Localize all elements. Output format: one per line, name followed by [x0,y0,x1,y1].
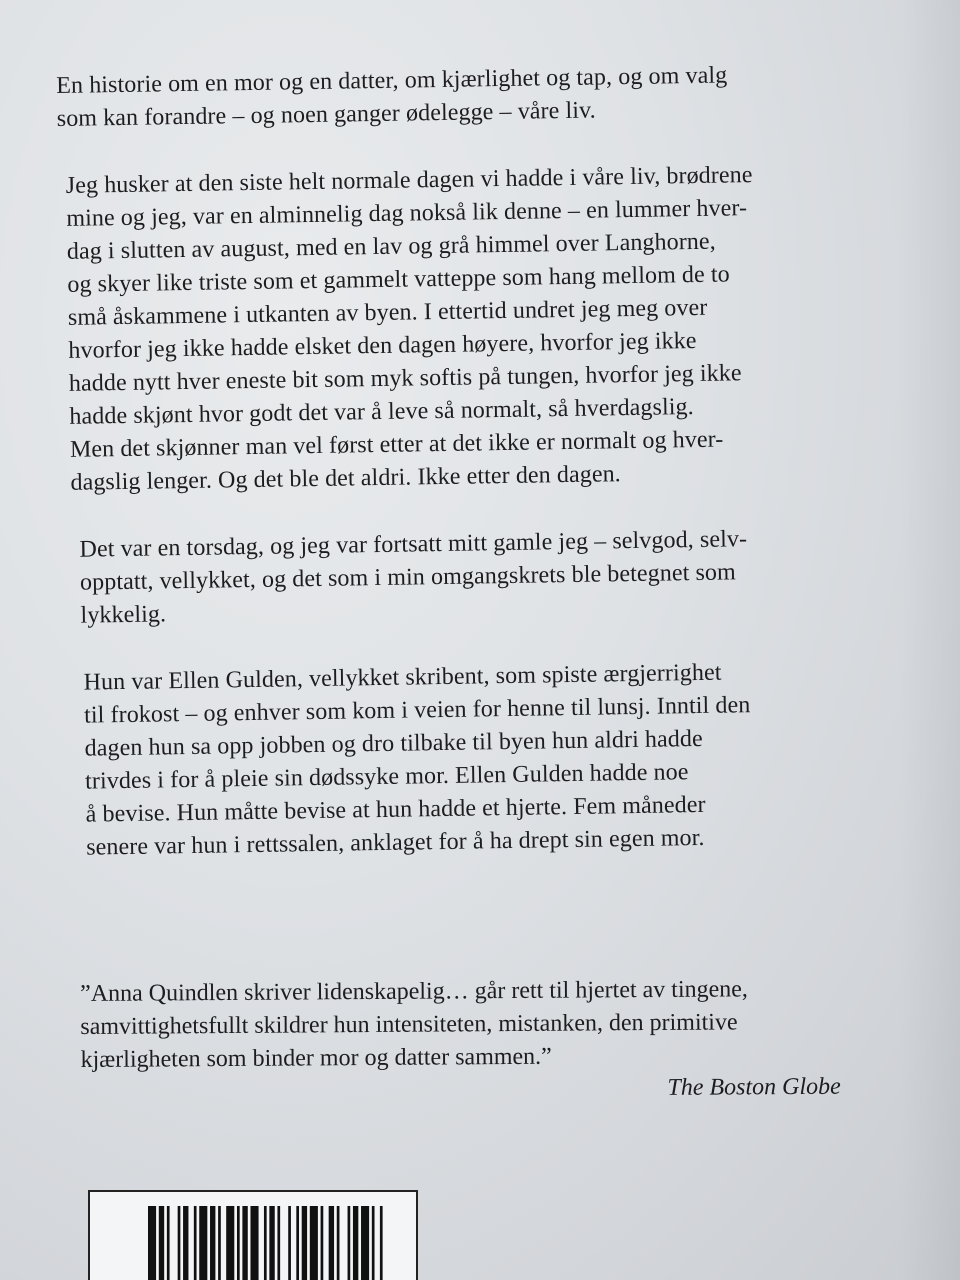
barcode-bar [210,1206,215,1280]
text-line: trivdes i for å pleie sin dødssyke mor. Ellen Gulden hadde noe [84,759,689,795]
barcode-bar [296,1206,299,1280]
text-line: å bevise. Hun måtte bevise at hun hadde et hjerte. Fem måneder [85,791,706,828]
text-line: hvorfor jeg ikke hadde elsket den dagen høyere, hvorfor jeg ikke [68,327,697,364]
text-line: små åskammene i utkanten av byen. I ettertid undret jeg meg over [67,294,708,331]
text-line: Hun var Ellen Gulden, vellykket skribent, som spiste ærgjerrighet [83,659,722,696]
barcode-bar [321,1206,324,1280]
text-line: og skyer like triste som et gammelt vatteppe som hang mellom de to [67,261,730,298]
barcode-bar [269,1206,274,1280]
barcode-bar [277,1206,280,1280]
text-line: En historie om en mor og en datter, om kjærlighet og tap, og om valg [56,62,728,99]
barcode-bar [329,1206,334,1280]
barcode-bar [380,1206,383,1280]
text-line: Men det skjønner man vel først etter at det ikke er normalt og hver- [69,426,724,463]
barcode-bar [242,1206,247,1280]
barcode-bar [159,1206,164,1280]
barcode-bar [348,1206,351,1280]
text-line: hadde skjønt hvor godt det var å leve så normalt, så hverdagslig. [69,394,694,430]
barcode-bar [353,1206,358,1280]
barcode-bar [302,1206,307,1280]
quote-text [80,972,881,1077]
barcode-bar [361,1206,369,1280]
text-line: Det var en torsdag, og jeg var fortsatt mitt gamle jeg – selvgod, selv- [79,526,748,563]
barcode-bar [310,1206,318,1280]
barcode-bar [337,1206,340,1280]
barcode-bar [148,1206,156,1280]
barcode-bar [372,1206,375,1280]
quote-line: kjærligheten som binder mor og datter sammen.” [80,1043,552,1073]
blurb-paragraph-3 [79,521,864,632]
cover-edge-shadow [900,0,960,1280]
barcode-bar [183,1206,188,1280]
barcode-bar [226,1206,234,1280]
barcode-bar [264,1206,267,1280]
blurb-paragraph-4 [83,654,868,864]
text-line: dagen hun sa opp jobben og dro tilbake til byen hun aldri hadde [84,725,703,762]
barcode-bar [199,1206,207,1280]
text-line: mine og jeg, var en alminnelig dag nokså lik denne – en lummer hver- [66,195,748,232]
barcode-bar [218,1206,221,1280]
text-line: dagslig lenger. Og det ble det aldri. Ikke etter den dagen. [70,461,622,496]
text-line: lykkelig. [80,601,167,629]
barcode-bar [250,1206,258,1280]
text-line: som kan forandre – og noen ganger ødelegge – våre liv. [56,97,596,132]
quote-line: ”Anna Quindlen skriver lidenskapelig… går rett til hjertet av tingene, [80,976,748,1007]
blurb-paragraph-2 [66,157,863,499]
blurb-text [56,57,869,898]
text-line: opptatt, vellykket, og det som i min omgangskrets ble betegnet som [79,559,737,596]
barcode-icon [148,1206,388,1280]
barcode-bar [288,1206,291,1280]
text-line: dag i slutten av august, med en lav og grå himmel over Langhorne, [66,228,716,265]
barcode-bar [237,1206,240,1280]
blurb-paragraph-1 [56,57,857,136]
text-line: senere var hun i rettssalen, anklaget for å ha drept sin egen mor. [86,824,705,861]
barcode-bar [178,1206,181,1280]
text-line: til frokost – og enhver som kom i veien for henne til lunsj. Inntil den [83,692,751,729]
barcode-bar [194,1206,197,1280]
quote-attribution: The Boston Globe [667,1073,841,1101]
barcode-box [88,1190,418,1280]
text-line: Jeg husker at den siste helt normale dagen vi hadde i våre liv, brødrene [65,162,753,199]
review-quote [80,972,881,1106]
text-line: hadde nytt hver eneste bit som myk softis på tungen, hvorfor jeg ikke [68,360,742,397]
quote-line: samvittighetsfullt skildrer hun intensiteten, mistanken, den primitive [80,1009,738,1040]
barcode-bar [167,1206,170,1280]
